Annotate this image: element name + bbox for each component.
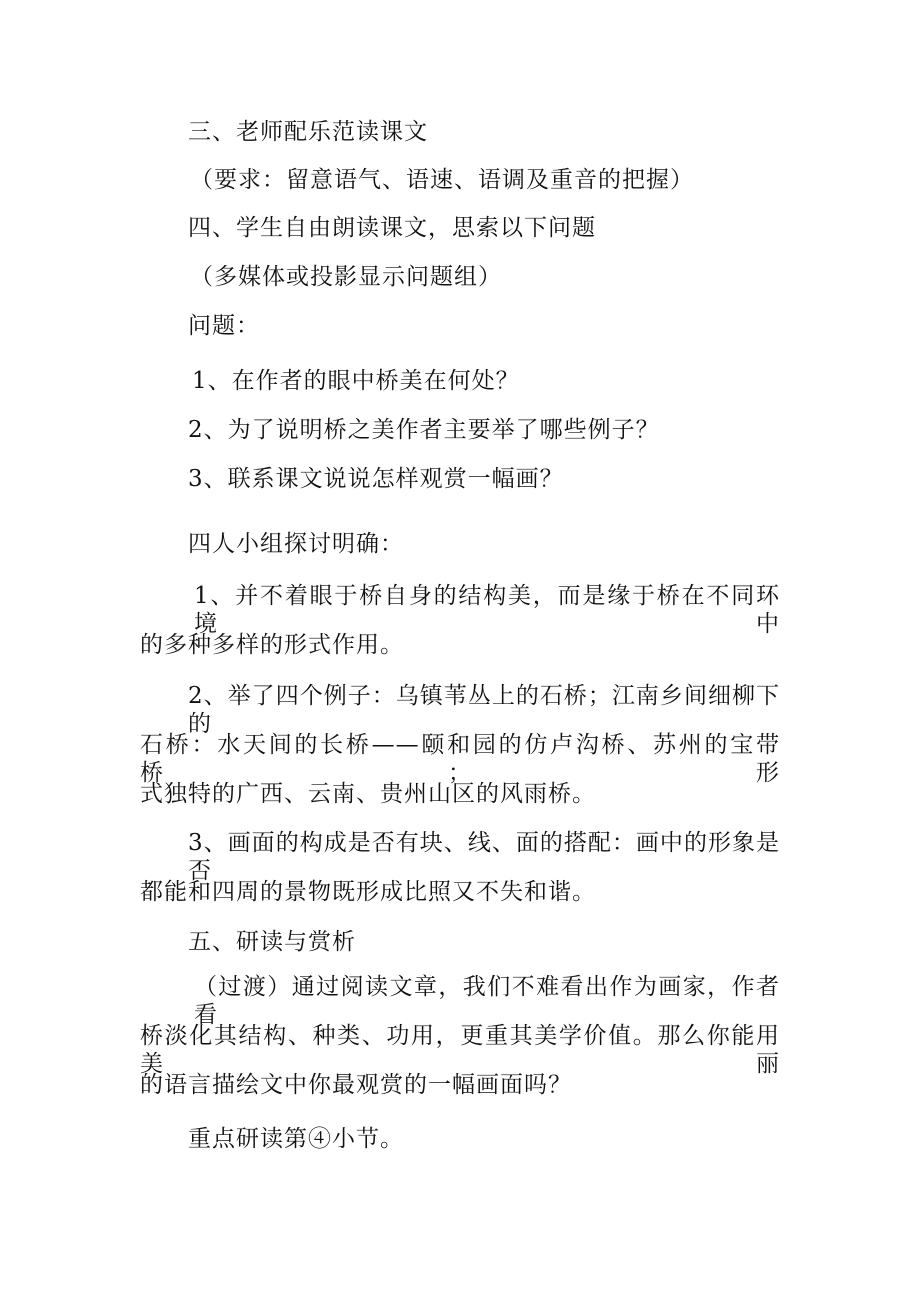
discussion-label: 四人小组探讨明确： <box>188 531 404 557</box>
transition-line-1: （过渡）通过阅读文章，我们不难看出作为画家，作者看 <box>194 974 780 1028</box>
questions-label: 问题： <box>188 313 260 339</box>
answer3-line-1: 3、画面的构成是否有块、线、面的搭配：画中的形象是否 <box>188 830 780 884</box>
focus-note: 重点研读第④小节。 <box>188 1126 404 1152</box>
answer2-line-3: 式独特的广西、云南、贵州山区的风雨桥。 <box>140 781 596 807</box>
section3-heading: 三、老师配乐范读课文 <box>188 119 428 145</box>
answer1-line-2: 的多种多样的形式作用。 <box>140 632 404 658</box>
answer3-line-2: 都能和四周的景物既形成比照又不失和谐。 <box>140 879 596 905</box>
question-1: 1、在作者的眼中桥美在何处？ <box>192 368 520 394</box>
question-2: 2、为了说明桥之美作者主要举了哪些例子？ <box>188 417 660 443</box>
section3-note: （要求：留意语气、语速、语调及重音的把握） <box>190 167 694 193</box>
section4-note: （多媒体或投影显示问题组） <box>190 264 502 290</box>
answer2-line-1: 2、举了四个例子：乌镇苇丛上的石桥；江南乡间细柳下的 <box>188 683 780 737</box>
answer2-line-2: 石桥：水天间的长桥——颐和园的仿卢沟桥、苏州的宝带桥；形 <box>140 732 780 786</box>
answer1-line-1: 1、并不着眼于桥自身的结构美，而是缘于桥在不同环境中 <box>194 583 780 637</box>
transition-line-3: 的语言描绘文中你最观赏的一幅画面吗？ <box>140 1072 572 1098</box>
section5-heading: 五、研读与赏析 <box>188 929 356 955</box>
section4-heading: 四、学生自由朗读课文，思索以下问题 <box>188 215 596 241</box>
question-3: 3、联系课文说说怎样观赏一幅画？ <box>188 466 564 492</box>
transition-line-2: 桥淡化其结构、种类、功用，更重其美学价值。那么你能用美丽 <box>140 1023 780 1077</box>
